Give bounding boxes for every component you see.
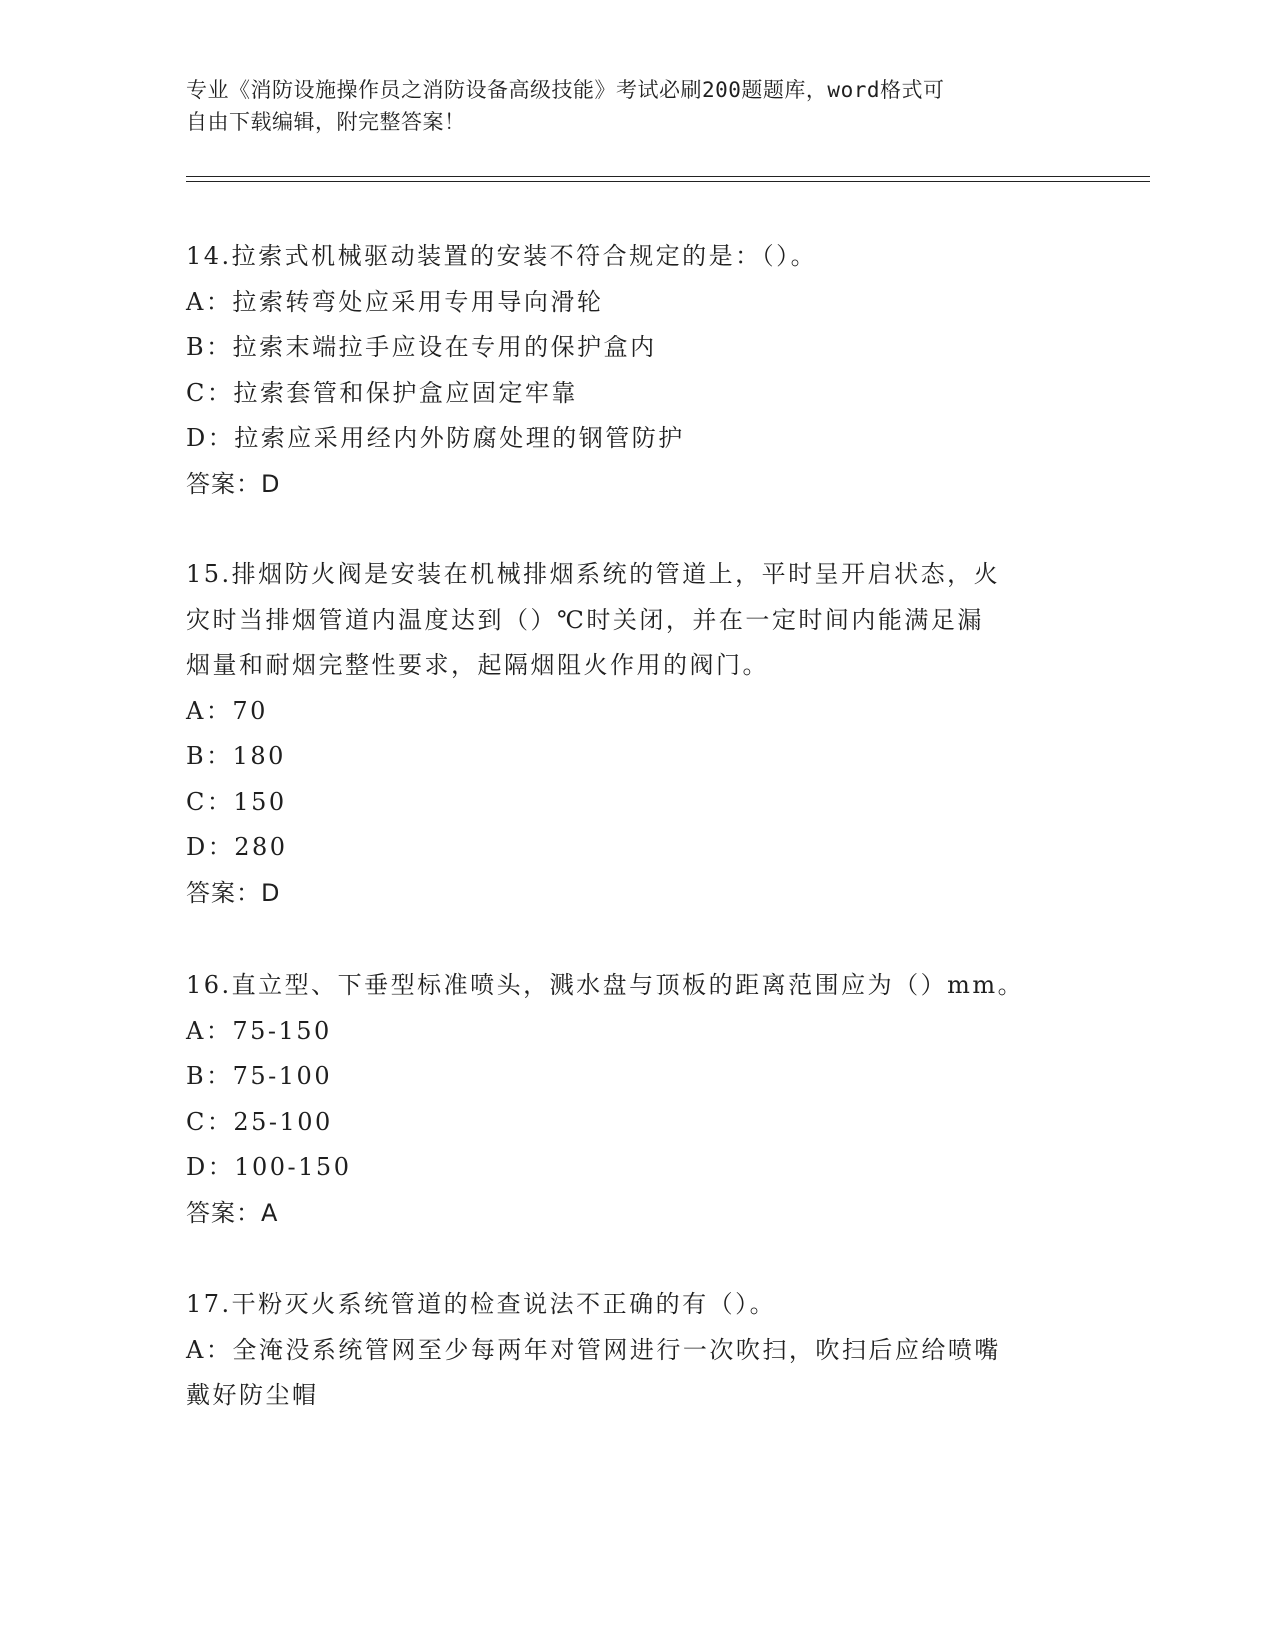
header-divider-bottom: [186, 181, 1150, 182]
answer: 答案：A: [186, 1198, 279, 1227]
question-15: [186, 552, 1086, 916]
option-b: B：拉索末端拉手应设在专用的保护盒内: [186, 333, 657, 361]
header-line-2: 自由下载编辑，附完整答案！: [186, 110, 466, 134]
option-a: A：70: [186, 696, 268, 725]
option-a: A：全淹没系统管网至少每两年对管网进行一次吹扫，吹扫后应给喷嘴: [186, 1335, 1001, 1364]
question-17: [186, 1282, 1086, 1419]
question-stem: 14.拉索式机械驱动装置的安装不符合规定的是：（）。: [186, 242, 818, 270]
header-line-1: 专业《消防设施操作员之消防设备高级技能》考试必刷200题题库，word格式可: [186, 78, 945, 102]
answer: 答案：D: [186, 878, 281, 907]
question-stem: 16.直立型、下垂型标准喷头，溅水盘与顶板的距离范围应为（）mm。: [186, 971, 1025, 999]
option-d: D：100-150: [186, 1153, 352, 1181]
option-a: A：拉索转弯处应采用专用导向滑轮: [186, 287, 604, 316]
document-header: [186, 74, 1066, 138]
question-stem-line-1: 15.排烟防火阀是安装在机械排烟系统的管道上，平时呈开启状态，火: [186, 560, 1001, 588]
option-d: D：拉索应采用经内外防腐处理的钢管防护: [186, 424, 685, 452]
answer: 答案：D: [186, 469, 281, 498]
question-stem-line-2: 灾时当排烟管道内温度达到（）℃时关闭，并在一定时间内能满足漏: [186, 605, 984, 634]
question-14: [186, 234, 1086, 507]
option-c: C：150: [186, 787, 287, 816]
option-c: C：拉索套管和保护盒应固定牢靠: [186, 378, 578, 407]
question-16: [186, 963, 1086, 1236]
header-divider-top: [186, 176, 1150, 177]
question-stem: 17.干粉灭火系统管道的检查说法不正确的有（）。: [186, 1290, 777, 1318]
question-stem-line-3: 烟量和耐烟完整性要求，起隔烟阻火作用的阀门。: [186, 651, 769, 679]
option-a: A：75-150: [186, 1016, 332, 1045]
option-d: D：280: [186, 833, 288, 861]
option-b: B：75-100: [186, 1062, 333, 1090]
option-c: C：25-100: [186, 1107, 333, 1136]
option-a-continued: 戴好防尘帽: [186, 1381, 319, 1409]
option-b: B：180: [186, 742, 286, 770]
